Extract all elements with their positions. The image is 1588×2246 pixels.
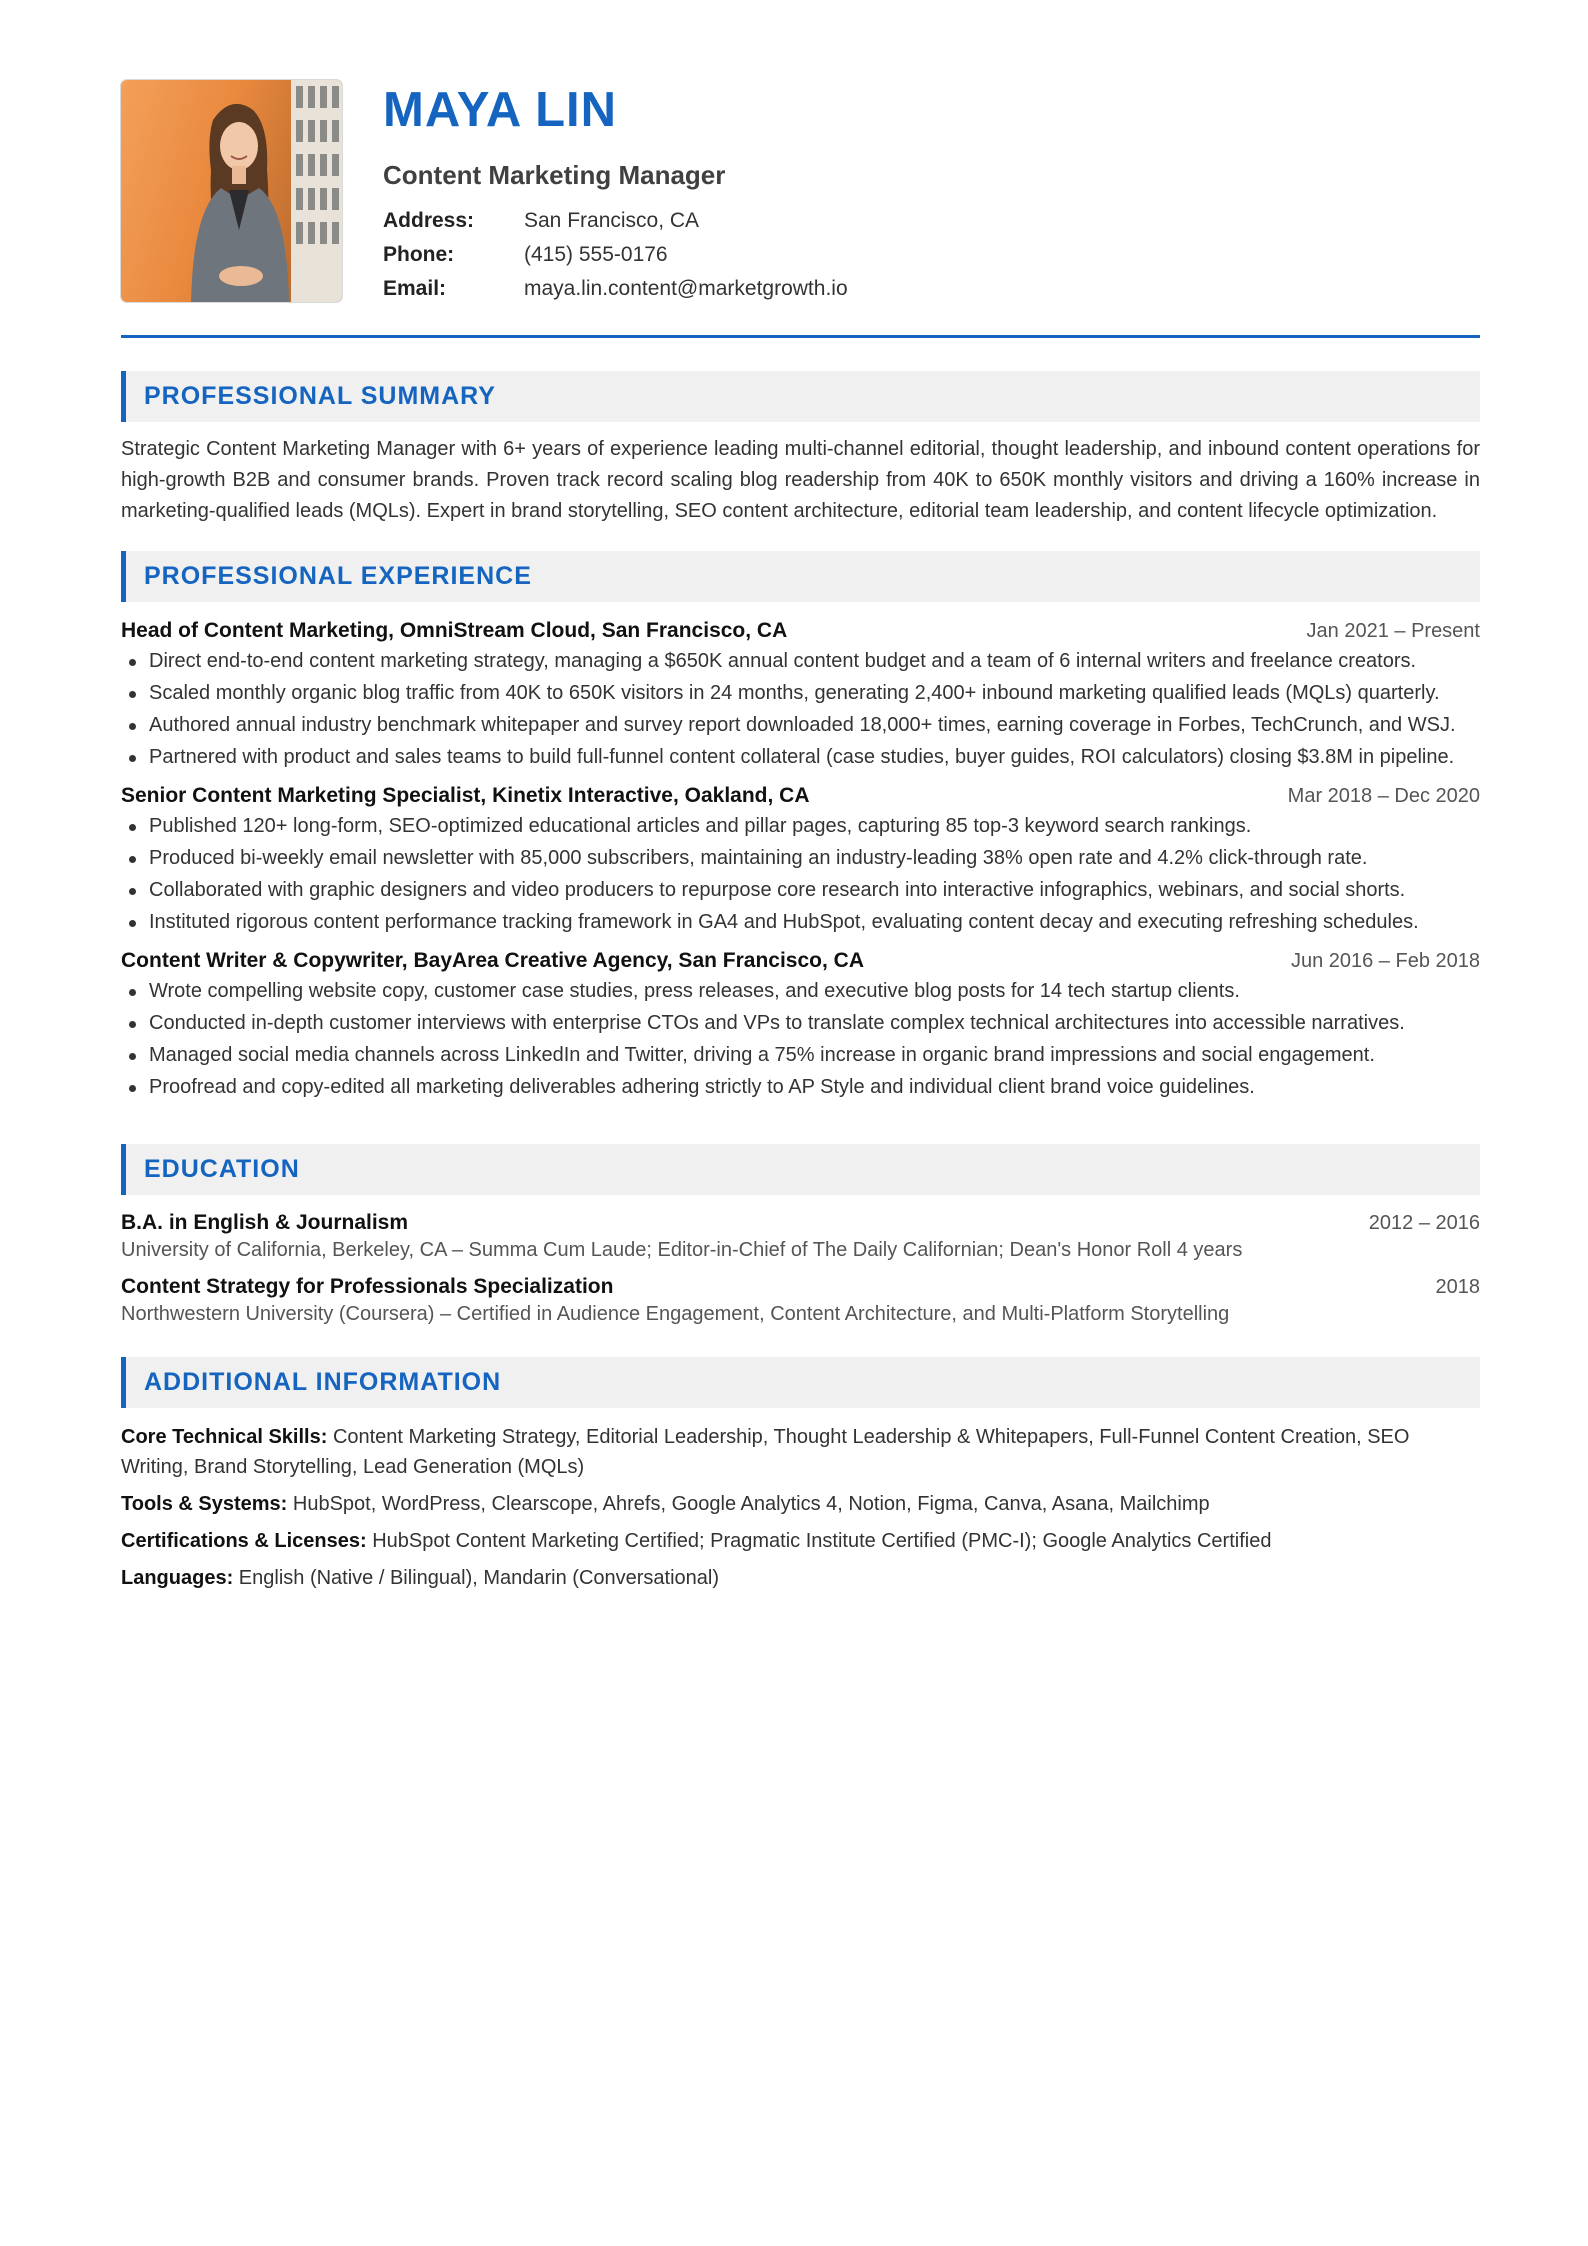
job-entry (121, 784, 1480, 937)
additional-value: HubSpot, WordPress, Clearscope, Ahrefs, Google Analytics 4, Notion, Figma, Canva, Asana, Mailchimp (292, 1493, 1210, 1515)
additional-list (121, 1422, 1480, 1593)
job-title: Content Writer & Copywriter, BayArea Creative Agency, San Francisco, CA (121, 949, 864, 972)
job-header (121, 619, 1480, 643)
education-dates: 2018 (1435, 1276, 1480, 1298)
job-dates: Jun 2016 – Feb 2018 (1290, 950, 1480, 972)
job-bullet: Scaled monthly organic blog traffic from 40K to 650K visitors in 24 months, generating 2,400+ inbound marketing qualified leads (MQLs) quarterly. (121, 679, 1480, 708)
additional-row (121, 1526, 1480, 1556)
education-detail: Northwestern University (Coursera) – Certified in Audience Engagement, Content Architecture, and Multi-Platform Storytelling (121, 1303, 1230, 1325)
job-bullet: Direct end-to-end content marketing strategy, managing a $650K annual content budget and a team of 6 internal writers and freelance creators. (121, 647, 1480, 676)
job-bullet: Wrote compelling website copy, customer case studies, press releases, and executive blog posts for 14 tech startup clients. (121, 977, 1480, 1006)
job-title: Head of Content Marketing, OmniStream Cloud, San Francisco, CA (121, 619, 788, 642)
job-bullets (121, 647, 1480, 772)
experience-heading-text: PROFESSIONAL EXPERIENCE (144, 562, 532, 590)
additional-value: English (Native / Bilingual), Mandarin (Conversational) (238, 1567, 720, 1589)
additional-heading-text: ADDITIONAL INFORMATION (144, 1368, 502, 1396)
job-title: Senior Content Marketing Specialist, Kinetix Interactive, Oakland, CA (121, 784, 810, 807)
additional-label: Tools & Systems: (121, 1493, 293, 1515)
education-entry (121, 1275, 1480, 1329)
profile-photo (121, 80, 342, 302)
experience-heading (121, 551, 1480, 602)
summary-text: Strategic Content Marketing Manager with 6+ years of experience leading multi-channel editorial, thought leadership, and inbound content operations for high-growth B2B and consumer brands. Proven track record scaling blog readership from 40K to 650K monthly visitors and driving a 160% increase in marketing-qualified leads (MQLs). Expert in brand storytelling, SEO content architecture, editorial team leadership, and content lifecycle optimization. (121, 438, 1480, 522)
header-info (383, 80, 848, 306)
education-entry (121, 1211, 1480, 1265)
education-heading-text: EDUCATION (144, 1155, 300, 1183)
education-header (121, 1275, 1480, 1299)
job-bullet: Produced bi-weekly email newsletter with 85,000 subscribers, maintaining an industry-leading 38% open rate and 4.2% click-through rate. (121, 844, 1480, 873)
contact-phone (383, 238, 848, 272)
additional-label: Languages: (121, 1567, 239, 1589)
job-bullet: Collaborated with graphic designers and video producers to repurpose core research into interactive infographics, webinars, and social shorts. (121, 876, 1480, 905)
education-dates: 2012 – 2016 (1368, 1212, 1480, 1234)
job-bullet: Authored annual industry benchmark whitepaper and survey report downloaded 18,000+ times, earning coverage in Forbes, TechCrunch, and WSJ. (121, 711, 1480, 740)
additional-row (121, 1422, 1480, 1482)
job-bullets (121, 812, 1480, 937)
additional-value: Content Marketing Strategy, Editorial Leadership, Thought Leadership & Whitepapers, Full-Funnel Content Creation, SEO Writing, Brand Storytelling, Lead Generation (MQLs) (121, 1426, 1410, 1478)
additional-value: HubSpot Content Marketing Certified; Pragmatic Institute Certified (PMC-I); Google Analytics Certified (372, 1530, 1272, 1552)
contact-value: San Francisco, CA (524, 209, 700, 232)
resume-header (121, 80, 1480, 302)
job-dates: Jan 2021 – Present (1306, 620, 1480, 642)
profile-photo-image (121, 80, 342, 302)
job-bullet: Partnered with product and sales teams to build full-funnel content collateral (case studies, buyer guides, ROI calculators) closing $3.8M in pipeline. (121, 743, 1480, 772)
job-bullet: Published 120+ long-form, SEO-optimized educational articles and pillar pages, capturing 85 top-3 keyword search rankings. (121, 812, 1480, 841)
contact-value: (415) 555-0176 (524, 243, 668, 266)
candidate-title: Content Marketing Manager (383, 160, 726, 190)
contact-address (383, 204, 848, 238)
job-dates: Mar 2018 – Dec 2020 (1287, 785, 1480, 807)
education-detail: University of California, Berkeley, CA – Summa Cum Laude; Editor-in-Chief of The Daily Californian; Dean's Honor Roll 4 years (121, 1239, 1243, 1261)
contact-label: Address: (383, 209, 475, 232)
job-entry (121, 619, 1480, 772)
contact-block (383, 204, 848, 306)
education-header (121, 1211, 1480, 1235)
header-divider (121, 335, 1480, 338)
job-bullet: Instituted rigorous content performance tracking framework in GA4 and HubSpot, evaluating content decay and executing refreshing schedules. (121, 908, 1480, 937)
additional-label: Core Technical Skills: (121, 1426, 333, 1448)
contact-email (383, 272, 848, 306)
job-bullet: Proofread and copy-edited all marketing deliverables adhering strictly to AP Style and individual client brand voice guidelines. (121, 1073, 1480, 1102)
additional-label: Certifications & Licenses: (121, 1530, 373, 1552)
additional-heading (121, 1357, 1480, 1408)
job-header (121, 949, 1480, 973)
summary-heading-text: PROFESSIONAL SUMMARY (144, 382, 496, 410)
contact-value: maya.lin.content@marketgrowth.io (524, 277, 848, 300)
job-header (121, 784, 1480, 808)
contact-label: Email: (383, 277, 447, 300)
education-heading (121, 1144, 1480, 1195)
job-bullets (121, 977, 1480, 1102)
summary-heading (121, 371, 1480, 422)
contact-label: Phone: (383, 243, 455, 266)
resume-page (121, 80, 1480, 1600)
education-title: B.A. in English & Journalism (121, 1211, 409, 1234)
job-bullet: Managed social media channels across LinkedIn and Twitter, driving a 75% increase in organic brand impressions and social engagement. (121, 1041, 1480, 1070)
job-bullet: Conducted in-depth customer interviews with enterprise CTOs and VPs to translate complex technical architectures into accessible narratives. (121, 1009, 1480, 1038)
additional-row (121, 1563, 1480, 1593)
additional-row (121, 1489, 1480, 1519)
candidate-name: MAYA LIN (383, 83, 618, 137)
education-title: Content Strategy for Professionals Specialization (121, 1275, 614, 1298)
job-entry (121, 949, 1480, 1102)
